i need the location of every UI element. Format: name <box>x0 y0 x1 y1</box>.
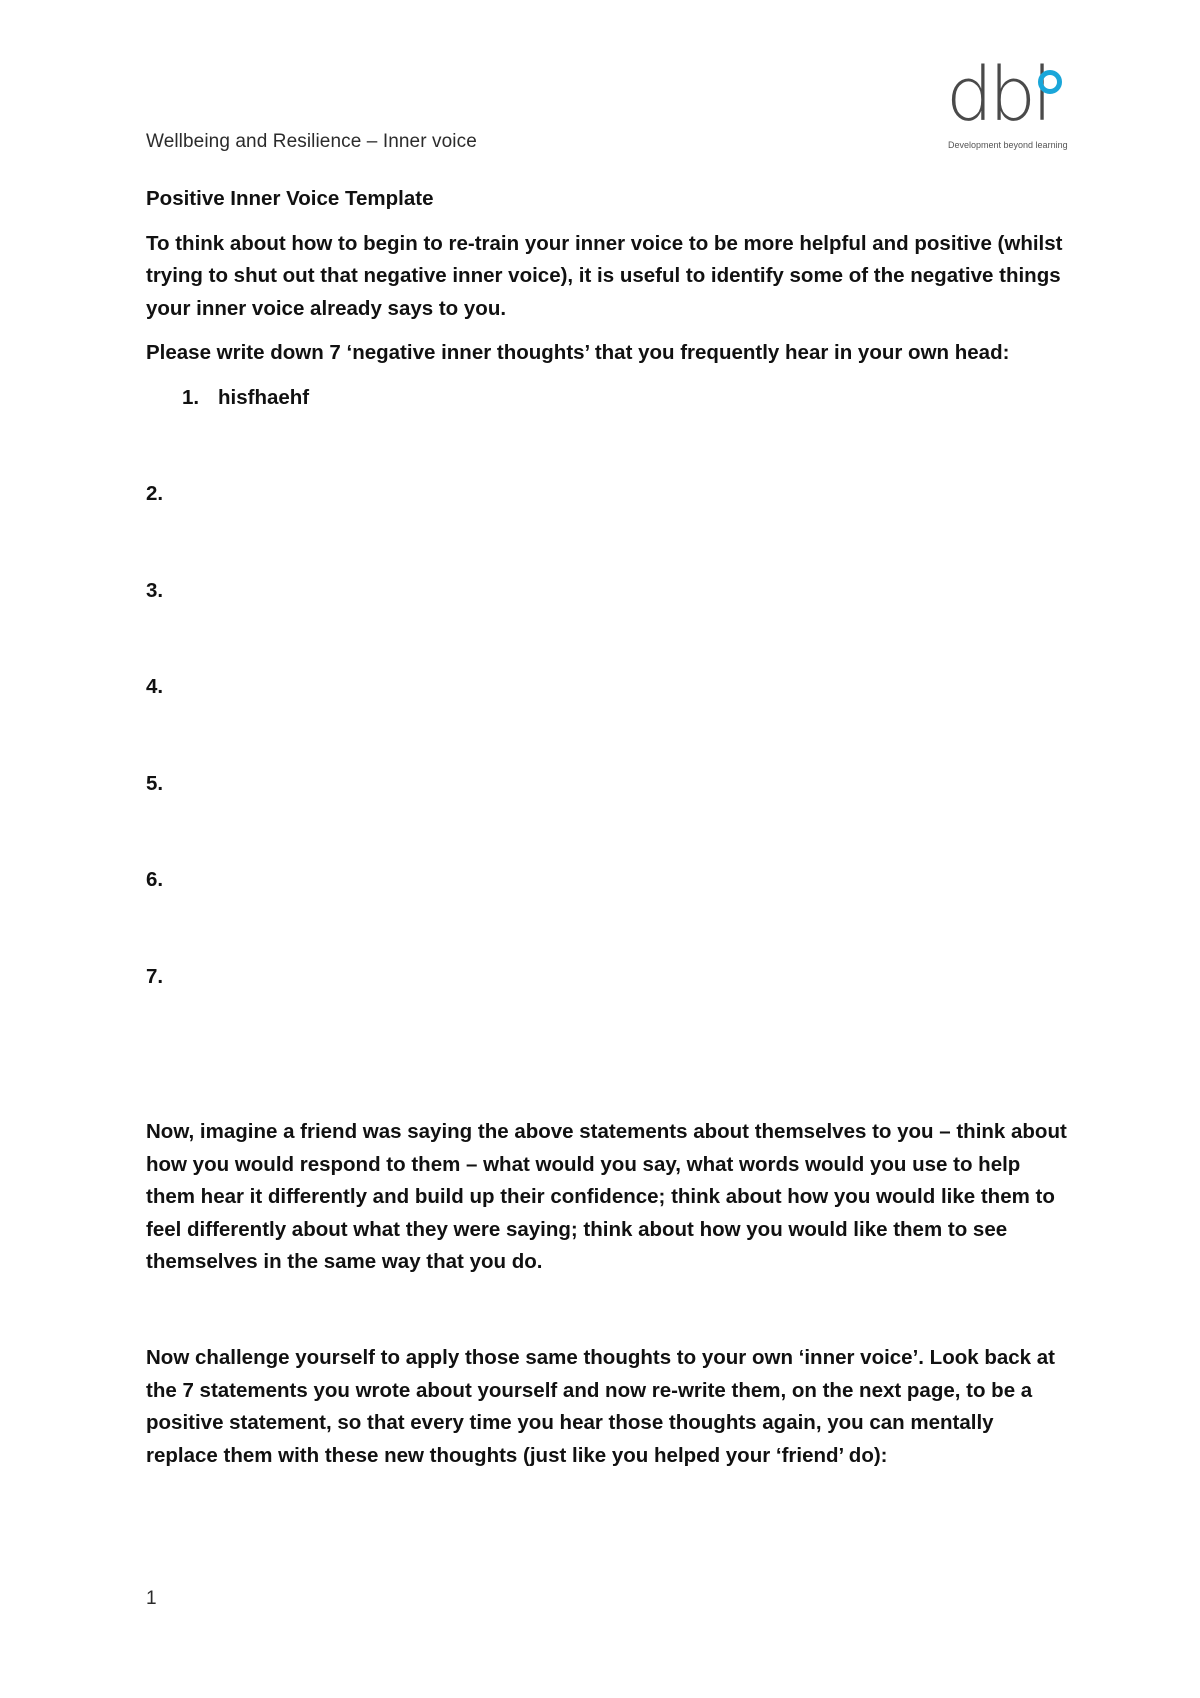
logo-ring-icon <box>1038 70 1062 94</box>
list-item-number: 7. <box>146 964 164 988</box>
list-item-number: 4. <box>146 675 164 698</box>
list-prompt: Please write down 7 ‘negative inner thoughts’ that you frequently hear in your own head: <box>146 341 1010 364</box>
list-item <box>146 961 1071 994</box>
document-title: Positive Inner Voice Template <box>146 187 434 210</box>
logo-wordmark: dbl <box>946 52 1049 138</box>
running-header: Wellbeing and Resilience – Inner voice <box>146 131 477 152</box>
list-item <box>146 768 1071 801</box>
page-number: 1 <box>146 1588 157 1609</box>
list-item <box>146 382 1071 415</box>
list-item <box>146 864 1071 897</box>
list-item-number: 2. <box>146 482 164 505</box>
list-item <box>146 671 1071 704</box>
intro-paragraph: To think about how to begin to re-train your inner voice to be more helpful and positive (whilst trying to shut out that negative inner voice), it is useful to identify some of the negative things your inner voice already says to you. <box>146 231 1063 320</box>
list-item-number: 6. <box>146 868 164 891</box>
list-item-text[interactable]: hisfhaehf <box>218 385 310 409</box>
challenge-paragraph: Now challenge yourself to apply those same thoughts to your own ‘inner voice’. Look back at the 7 statements you wrote about yourself and now re-write them, on the next page, to be a positive statement, so that every time you hear those thoughts again, you can mentally replace them with these new thoughts (just like you helped your ‘friend’ do): <box>146 1346 1055 1467</box>
friend-paragraph: Now, imagine a friend was saying the above statements about themselves to you – think about how you would respond to them – what would you say, what words would you use to help them hear it differently and build up their confidence; think about how you would like them to feel differently about what they were saying; think about how you would like them to see themselves in the same way that you do. <box>146 1120 1067 1273</box>
list-item <box>146 575 1071 608</box>
logo-tagline: Development beyond learning <box>948 140 1068 150</box>
dbl-logo <box>946 52 1068 152</box>
document-body <box>146 183 1071 993</box>
list-item-number: 1. <box>182 385 200 409</box>
list-item-number: 5. <box>146 771 164 795</box>
list-item <box>146 478 1071 511</box>
list-item-number: 3. <box>146 578 164 602</box>
